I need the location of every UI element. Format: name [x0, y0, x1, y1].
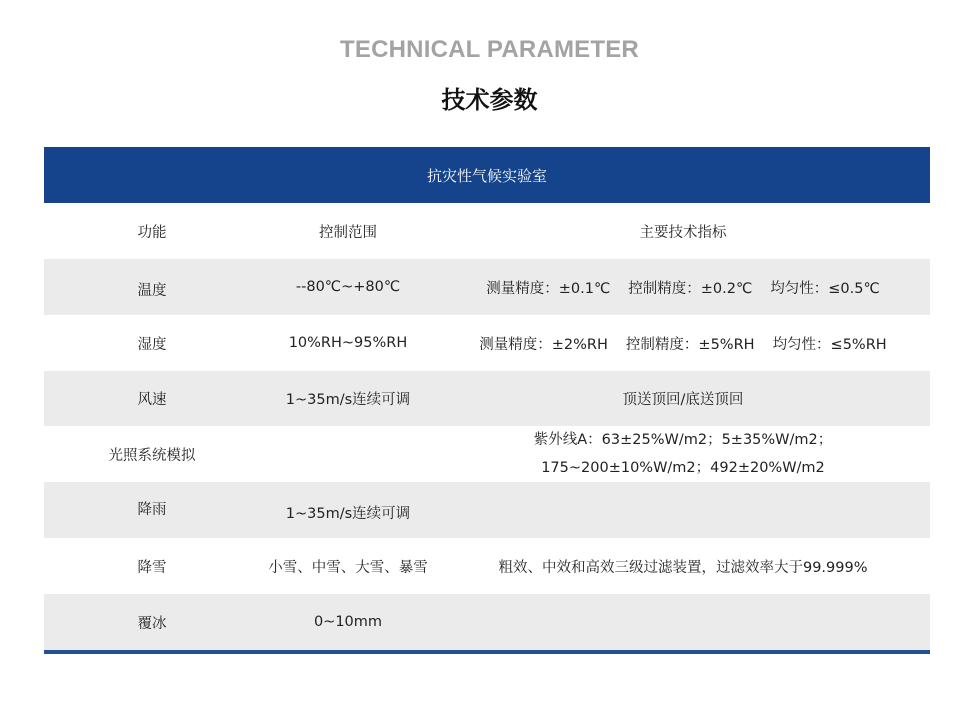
cell-function: 光照系统模拟	[108, 447, 196, 464]
table-row-light-simulation	[44, 426, 930, 482]
spec-uniformity: 均匀性：≤0.5℃	[770, 280, 880, 297]
cell-function: 风速	[137, 392, 167, 408]
cell-range: 1~35m/s连续可调	[285, 505, 411, 522]
title-chinese: 技术参数	[441, 86, 538, 114]
table-row-snowfall	[44, 538, 930, 594]
cell-range: 10%RH~95%RH	[288, 335, 408, 351]
cell-spec: 粗效、中效和高效三级过滤装置，过滤效率大于99.999%	[498, 559, 868, 576]
column-header-function: 功能	[137, 224, 167, 241]
table-row-icing	[44, 594, 930, 650]
cell-spec	[436, 277, 930, 298]
spec-line-2: 175~200±10%W/m2；492±20%W/m2	[541, 460, 825, 476]
cell-spec	[436, 333, 930, 354]
cell-range: 0~10mm	[313, 614, 383, 630]
cell-range: 1~35m/s连续可调	[285, 392, 411, 408]
title-english: TECHNICAL PARAMETER	[340, 36, 639, 63]
spec-uniformity: 均匀性：≤5%RH	[772, 336, 887, 353]
column-header-spec: 主要技术指标	[639, 224, 727, 241]
cell-range: --80℃~+80℃	[295, 279, 401, 295]
cell-range: 小雪、中雪、大雪、暴雪	[268, 559, 428, 576]
spec-measure-accuracy: 测量精度：±2%RH	[479, 336, 608, 353]
spec-control-accuracy: 控制精度：±5%RH	[625, 336, 755, 353]
cell-spec: 顶送顶回/底送顶回	[622, 392, 744, 408]
spec-control-accuracy: 控制精度：±0.2℃	[628, 280, 753, 297]
cell-function: 降雨	[137, 501, 167, 518]
table-row-humidity	[44, 315, 930, 371]
table-header-row	[44, 203, 930, 259]
cell-function: 降雪	[137, 559, 167, 576]
table-row-rainfall	[44, 482, 930, 538]
parameter-table	[44, 147, 930, 654]
cell-function: 覆冰	[137, 615, 167, 632]
cell-function: 湿度	[137, 336, 167, 353]
spec-measure-accuracy: 测量精度：±0.1℃	[486, 280, 611, 297]
column-header-range: 控制范围	[319, 224, 377, 241]
spec-line-1: 紫外线A：63±25%W/m2；5±35%W/m2；	[533, 432, 833, 448]
cell-function: 温度	[137, 282, 167, 299]
cell-spec	[436, 426, 930, 482]
table-row-wind-speed	[44, 371, 930, 426]
table-row-temperature	[44, 259, 930, 315]
table-caption: 抗灾性气候实验室	[44, 147, 930, 203]
